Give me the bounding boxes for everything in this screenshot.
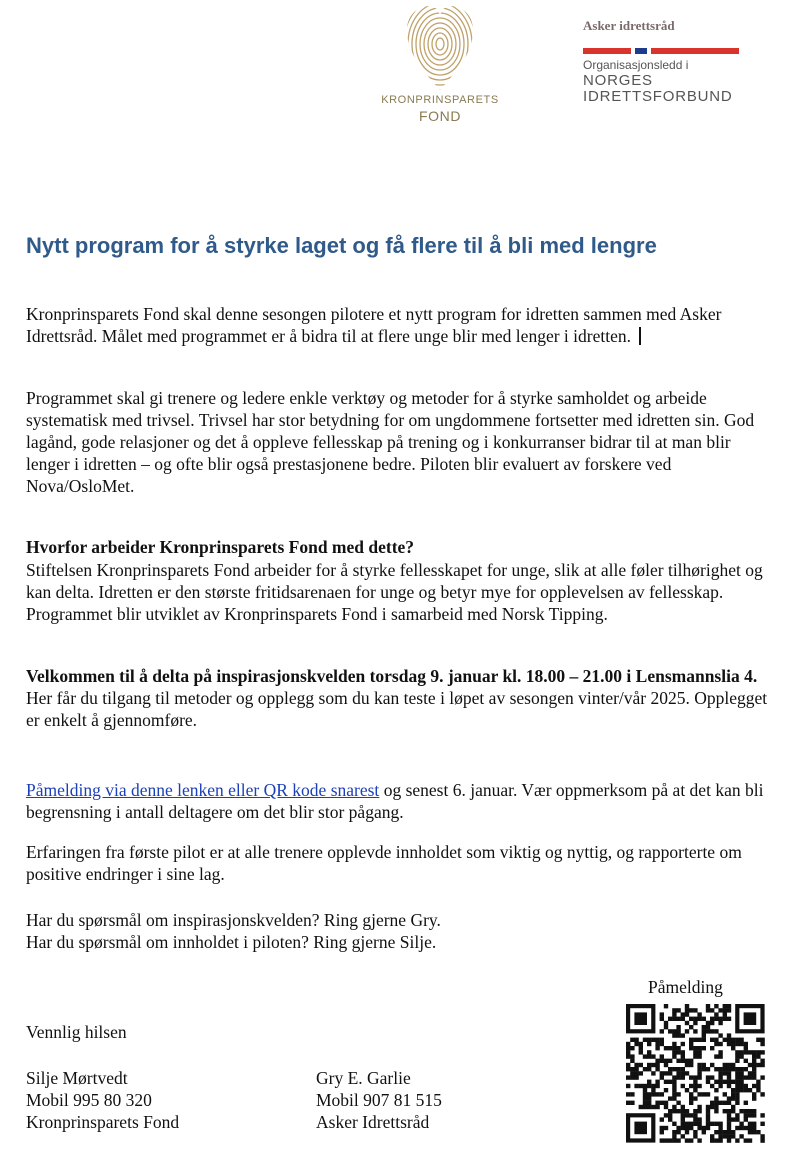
- closing-greeting: Vennlig hilsen: [26, 1022, 127, 1042]
- intro-text: Kronprinsparets Fond skal denne sesongen pilotere et nytt program for idretten sammen med Asker Idrettsråd. Målet med programmet er å bidra til at flere unge blir med lenger i idretten.: [26, 304, 722, 346]
- signup-link[interactable]: Påmelding via denne lenken eller QR kode snarest: [26, 780, 380, 800]
- contact-organization: Kronprinsparets Fond: [26, 1112, 180, 1132]
- page-title: Nytt program for å styrke laget og få flere til å bli med lengre: [26, 233, 657, 258]
- qr-label: Påmelding: [648, 977, 723, 997]
- contact-name: Silje Mørtvedt: [26, 1068, 128, 1088]
- contact-silje: [26, 1067, 286, 1133]
- program-paragraph: Programmet skal gi trenere og ledere enkle verktøy og metoder for å styrke samholdet og arbeide systematisk med trivsel. Trivsel har stor betydning for om ungdommene fortsetter med idretten sin. God lagånd, gode relasjoner og det å oppleve fellesskap på trening og i konkurranser bidrar til at man blir lenger i idretten – og ofte blir også prestasjonene bedre. Piloten blir evaluert av forskere ved Nova/OsloMet.: [26, 388, 755, 496]
- logo-stripe-red-left: [583, 48, 631, 54]
- fingerprint-heart-icon: [405, 4, 475, 94]
- asker-idrettsrad-logo: [583, 14, 753, 109]
- why-paragraph: Stiftelsen Kronprinsparets Fond arbeider for å styrke fellesskapet for unge, slik at alle føler tilhørighet og kan delta. Idretten er den største fritidsarenaen for unge og betyr mye for opplevelsen av fellesskap. Programmet blir utviklet av Kronprinsparets Fond i samarbeid med Norsk Tipping.: [26, 560, 763, 624]
- logo-stripe-red-right: [651, 48, 739, 54]
- logo-line-norges: NORGES: [583, 72, 653, 89]
- logo-subtitle: Organisasjonsledd i: [583, 58, 689, 72]
- why-heading: Hvorfor arbeider Kronprinsparets Fond med dette?: [26, 537, 415, 557]
- qr-code[interactable]: [622, 1000, 770, 1148]
- question-silje: Har du spørsmål om innholdet i piloten? Ring gjerne Silje.: [26, 932, 437, 952]
- contact-name: Gry E. Garlie: [316, 1068, 411, 1088]
- contact-gry: [316, 1067, 576, 1133]
- logo-stripe-blue: [635, 48, 647, 54]
- question-gry: Har du spørsmål om inspirasjonskvelden? Ring gjerne Gry.: [26, 910, 441, 930]
- signup-text: og senest 6. januar. Vær oppmerksom på at det kan bli begrensning i antall deltagere om det blir stor pågang.: [26, 780, 764, 822]
- logo-title: Asker idrettsråd: [583, 18, 675, 33]
- logo-line-1: KRONPRINSPARETS: [381, 94, 499, 106]
- signup-paragraph: [26, 779, 786, 823]
- logo-line-idrettsforbund: IDRETTSFORBUND: [583, 88, 733, 105]
- text-cursor: [639, 327, 641, 345]
- welcome-paragraph: [26, 665, 778, 731]
- contact-organization: Asker Idrettsråd: [316, 1112, 430, 1132]
- logo-line-2: FOND: [418, 108, 462, 124]
- kronprinsparets-fond-logo: [370, 2, 510, 126]
- intro-paragraph: [26, 303, 766, 347]
- welcome-bold-text: Velkommen til å delta på inspirasjonskvelden torsdag 9. januar kl. 18.00 – 21.00 i Lensmannslia 4.: [26, 666, 758, 686]
- experience-paragraph: Erfaringen fra første pilot er at alle trenere opplevde innholdet som viktig og nyttig, og rapporterte om positive endringer i sine lag.: [26, 842, 742, 884]
- contact-phone: Mobil 907 81 515: [316, 1090, 442, 1110]
- contact-phone: Mobil 995 80 320: [26, 1090, 152, 1110]
- welcome-text: Her får du tilgang til metoder og opplegg som du kan teste i løpet av sesongen vinter/vår 2025. Opplegget er enkelt å gjennomføre.: [26, 688, 768, 730]
